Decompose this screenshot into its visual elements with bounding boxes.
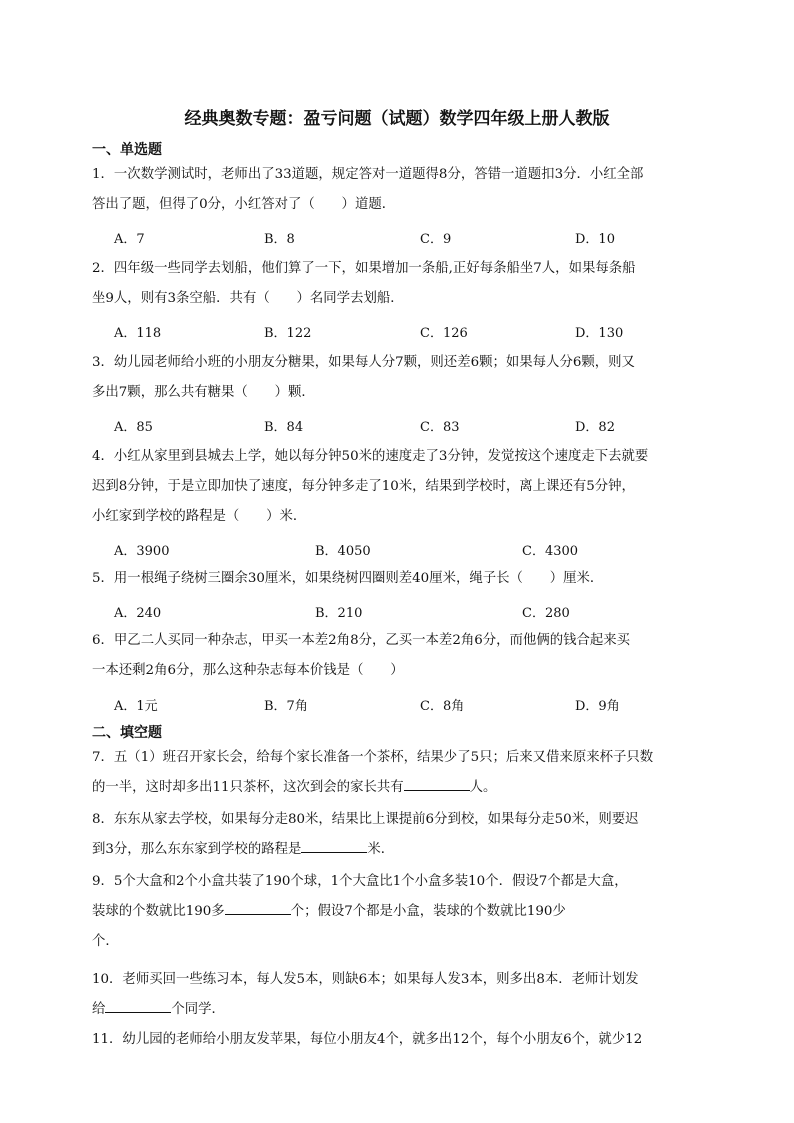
question-1-line-1: 1．一次数学测试时，老师出了33道题，规定答对一道题得8分，答错一道题扣3分．小红全部 xyxy=(92,167,644,182)
question-6 xyxy=(92,626,708,686)
question-2 xyxy=(92,254,708,314)
option-a[interactable]: A．85 xyxy=(114,420,153,435)
option-b[interactable]: B．84 xyxy=(264,420,304,435)
option-c[interactable]: C．126 xyxy=(420,326,468,341)
question-11-line-1: 11．幼儿园的老师给小朋友发苹果，每位小朋友4个，就多出12个，每个小朋友6个，就少12 xyxy=(92,1032,643,1047)
answer-blank[interactable] xyxy=(404,776,470,791)
option-d[interactable]: D．130 xyxy=(575,326,624,341)
question-8-text-b: 米． xyxy=(367,842,395,857)
question-2-line-2: 坐9人，则有3条空船．共有（ ）名同学去划船． xyxy=(92,291,404,306)
answer-blank[interactable] xyxy=(105,998,171,1013)
option-a[interactable]: A．7 xyxy=(114,232,145,247)
option-c[interactable]: C．83 xyxy=(420,420,460,435)
question-6-line-1: 6．甲乙二人买同一种杂志，甲买一本差2角8分，乙买一本差2角6分，而他俩的钱合起来买 xyxy=(92,633,631,648)
question-1-line-2: 答出了题，但得了0分，小红答对了（ ）道题． xyxy=(92,197,396,212)
question-4 xyxy=(92,442,708,532)
section-heading-single-choice: 一、单选题 xyxy=(92,142,162,158)
question-4-line-1: 4．小红从家里到县城去上学，她以每分钟50米的速度走了3分钟，发觉按这个速度走下去就要 xyxy=(92,449,649,464)
question-7 xyxy=(92,743,708,803)
question-9-line-3: 个． xyxy=(92,934,119,949)
question-2-line-1: 2．四年级一些同学去划船，他们算了一下，如果增加一条船,正好每条船坐7人，如果每条船 xyxy=(92,261,636,276)
option-c[interactable]: C．280 xyxy=(522,606,570,621)
question-7-line-2 xyxy=(92,773,708,803)
option-b[interactable]: B．122 xyxy=(264,326,312,341)
option-a[interactable]: A．3900 xyxy=(114,544,170,559)
option-c[interactable]: C．9 xyxy=(420,232,452,247)
page-title: 经典奥数专题：盈亏问题（试题）数学四年级上册人教版 xyxy=(184,109,610,129)
question-4-line-2: 迟到8分钟，于是立即加快了速度，每分钟多走了10米，结果到学校时，离上课还有5分钟， xyxy=(92,479,635,494)
question-8-line-2 xyxy=(92,835,708,865)
answer-blank[interactable] xyxy=(301,838,367,853)
question-10-text-b: 个同学． xyxy=(171,1002,225,1017)
question-9 xyxy=(92,867,708,957)
option-b[interactable]: B．210 xyxy=(315,606,363,621)
question-9-text-b: 个；假设7个都是小盒，装球的个数就比190少 xyxy=(290,904,566,919)
answer-blank[interactable] xyxy=(225,900,291,915)
question-11 xyxy=(92,1025,708,1055)
option-b[interactable]: B．4050 xyxy=(315,544,371,559)
question-7-text-b: 人。 xyxy=(469,780,497,795)
option-d[interactable]: D．82 xyxy=(575,420,615,435)
question-3-line-1: 3．幼儿园老师给小班的小朋友分糖果，如果每人分7颗，则还差6颗；如果每人分6颗，则又 xyxy=(92,355,635,370)
question-9-line-2 xyxy=(92,897,708,927)
question-8-text-a: 到3分，那么东东家到学校的路程是 xyxy=(92,842,302,857)
option-a[interactable]: A．240 xyxy=(114,606,162,621)
question-6-line-2: 一本还剩2角6分，那么这种杂志每本价钱是（ ） xyxy=(92,663,404,678)
option-d[interactable]: D．9角 xyxy=(575,699,620,714)
question-3 xyxy=(92,348,708,408)
question-10-line-1: 10．老师买回一些练习本，每人发5本，则缺6本；如果每人发3本，则多出8本．老师计划发 xyxy=(92,972,639,987)
question-8-line-1: 8．东东从家去学校，如果每分走80米，结果比上课提前6分到校，如果每分走50米，则要迟 xyxy=(92,812,639,827)
question-5 xyxy=(92,564,708,594)
option-a[interactable]: A．1元 xyxy=(114,699,158,714)
question-1 xyxy=(92,160,708,220)
question-7-line-1: 7．五（1）班召开家长会，给每个家长准备一个茶杯，结果少了5只；后来又借来原来杯子只数 xyxy=(92,750,654,765)
option-a[interactable]: A．118 xyxy=(114,326,162,341)
question-10 xyxy=(92,965,708,1025)
option-b[interactable]: B．7角 xyxy=(264,699,308,714)
option-c[interactable]: C．4300 xyxy=(522,544,579,559)
section-heading-fill-blank: 二、填空题 xyxy=(92,725,162,741)
question-10-text-a: 给 xyxy=(92,1002,106,1017)
option-b[interactable]: B．8 xyxy=(264,232,295,247)
question-4-line-3: 小红家到学校的路程是（ ）米． xyxy=(92,509,307,524)
question-7-text-a: 的一半，这时却多出11只茶杯，这次到会的家长共有 xyxy=(92,780,404,795)
option-d[interactable]: D．10 xyxy=(575,232,615,247)
question-9-text-a: 装球的个数就比190多 xyxy=(92,904,225,919)
question-5-line-1: 5．用一根绳子绕树三圈余30厘米，如果绕树四圈则差40厘米，绳子长（ ）厘米． xyxy=(92,571,604,586)
question-8 xyxy=(92,805,708,865)
question-10-line-2 xyxy=(92,995,708,1025)
question-3-line-2: 多出7颗，那么共有糖果（ ）颗． xyxy=(92,385,315,400)
option-c[interactable]: C．8角 xyxy=(420,699,465,714)
question-9-line-1: 9．5个大盒和2个小盒共装了190个球，1个大盒比1个小盒多装10个．假设7个都是大盒， xyxy=(92,874,628,889)
